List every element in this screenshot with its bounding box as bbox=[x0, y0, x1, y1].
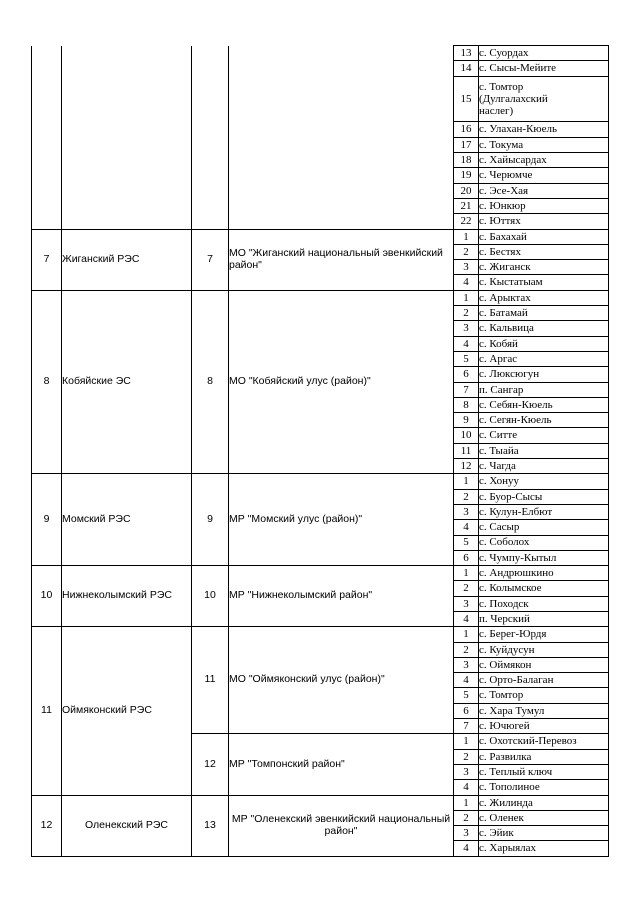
settlement-number: 3 bbox=[454, 826, 479, 841]
mo-number bbox=[192, 46, 229, 230]
settlement-name: с. Томтор bbox=[479, 688, 609, 703]
mo-number: 9 bbox=[192, 474, 229, 566]
table-row bbox=[32, 627, 609, 642]
res-name bbox=[62, 46, 192, 230]
settlements-table bbox=[31, 45, 609, 857]
settlement-number: 1 bbox=[454, 734, 479, 749]
settlement-name: с. Андрюшкино bbox=[479, 566, 609, 581]
group-number: 8 bbox=[32, 290, 62, 474]
settlement-number: 9 bbox=[454, 413, 479, 428]
settlement-number: 22 bbox=[454, 214, 479, 229]
settlement-number: 19 bbox=[454, 168, 479, 183]
settlement-name: с. Кыстатыам bbox=[479, 275, 609, 290]
settlement-number: 5 bbox=[454, 351, 479, 366]
table-row bbox=[32, 46, 609, 61]
settlement-number: 3 bbox=[454, 504, 479, 519]
res-name: Оленекский РЭС bbox=[62, 795, 192, 856]
settlement-name: с. Жиганск bbox=[479, 260, 609, 275]
settlement-name: с. Хонуу bbox=[479, 474, 609, 489]
group-number: 7 bbox=[32, 229, 62, 290]
settlement-name: с. Жилинда bbox=[479, 795, 609, 810]
settlement-name: с. Эйик bbox=[479, 826, 609, 841]
settlement-number: 4 bbox=[454, 780, 479, 795]
settlement-name bbox=[479, 76, 609, 122]
settlement-name: п. Сангар bbox=[479, 382, 609, 397]
settlement-number: 1 bbox=[454, 795, 479, 810]
settlement-number: 1 bbox=[454, 566, 479, 581]
settlement-name: с. Кобяй bbox=[479, 336, 609, 351]
settlement-name-line: наслег) bbox=[479, 105, 514, 118]
settlement-number: 3 bbox=[454, 596, 479, 611]
municipality-name: МР "Момский улус (район)" bbox=[229, 474, 454, 566]
settlement-number: 4 bbox=[454, 673, 479, 688]
settlement-name: с. Оленек bbox=[479, 810, 609, 825]
settlement-number: 7 bbox=[454, 382, 479, 397]
municipality-name: МО "Кобяйский улус (район)" bbox=[229, 290, 454, 474]
res-name: Нижнеколымский РЭС bbox=[62, 566, 192, 627]
settlement-name: с. Токума bbox=[479, 137, 609, 152]
settlement-number: 6 bbox=[454, 550, 479, 565]
municipality-name: МР "Оленекский эвенкийский национальный район" bbox=[229, 795, 454, 856]
res-name: Момский РЭС bbox=[62, 474, 192, 566]
municipality-name: МР "Томпонский район" bbox=[229, 734, 454, 795]
mo-number: 11 bbox=[192, 627, 229, 734]
settlement-name: с. Арыктах bbox=[479, 290, 609, 305]
settlement-number: 17 bbox=[454, 137, 479, 152]
table-row bbox=[32, 229, 609, 244]
settlement-number: 2 bbox=[454, 749, 479, 764]
settlement-name-line: (Дулгалахский bbox=[479, 92, 548, 105]
settlement-number: 1 bbox=[454, 229, 479, 244]
mo-number: 8 bbox=[192, 290, 229, 474]
settlement-number: 12 bbox=[454, 459, 479, 474]
group-number: 9 bbox=[32, 474, 62, 566]
settlement-name: с. Хайысардах bbox=[479, 153, 609, 168]
table-row bbox=[32, 795, 609, 810]
settlement-name: с. Берег-Юрдя bbox=[479, 627, 609, 642]
settlement-name: с. Люксюгун bbox=[479, 367, 609, 382]
settlement-number: 15 bbox=[454, 76, 479, 122]
settlement-number: 11 bbox=[454, 443, 479, 458]
settlement-name: с. Себян-Кюель bbox=[479, 397, 609, 412]
municipality-name: МО "Жиганский национальный эвенкийский район" bbox=[229, 229, 454, 290]
settlement-number: 1 bbox=[454, 474, 479, 489]
settlement-name: с. Развилка bbox=[479, 749, 609, 764]
settlement-name: с. Чагда bbox=[479, 459, 609, 474]
table-row bbox=[32, 566, 609, 581]
settlement-name: с. Буор-Сысы bbox=[479, 489, 609, 504]
settlement-name: с. Сегян-Кюель bbox=[479, 413, 609, 428]
settlement-name: с. Ситте bbox=[479, 428, 609, 443]
settlement-number: 20 bbox=[454, 183, 479, 198]
settlement-number: 4 bbox=[454, 275, 479, 290]
settlement-name: с. Эсе-Хая bbox=[479, 183, 609, 198]
group-number: 10 bbox=[32, 566, 62, 627]
settlement-number: 4 bbox=[454, 841, 479, 856]
settlement-number: 7 bbox=[454, 719, 479, 734]
mo-number: 12 bbox=[192, 734, 229, 795]
settlement-number: 1 bbox=[454, 627, 479, 642]
settlement-number: 2 bbox=[454, 306, 479, 321]
settlement-number: 2 bbox=[454, 489, 479, 504]
settlement-name: с. Кулун-Елбют bbox=[479, 504, 609, 519]
settlement-number: 4 bbox=[454, 336, 479, 351]
municipality-name: МР "Нижнеколымский район" bbox=[229, 566, 454, 627]
settlement-name: с. Соболох bbox=[479, 535, 609, 550]
res-name: Оймяконский РЭС bbox=[62, 627, 192, 795]
group-number bbox=[32, 46, 62, 230]
settlement-name: с. Батамай bbox=[479, 306, 609, 321]
settlement-name: с. Аргас bbox=[479, 351, 609, 366]
municipality-name: МО "Оймяконский улус (район)" bbox=[229, 627, 454, 734]
settlement-number: 2 bbox=[454, 642, 479, 657]
settlement-number: 5 bbox=[454, 688, 479, 703]
settlement-name: с. Юнкюр bbox=[479, 198, 609, 213]
table-row bbox=[32, 290, 609, 305]
settlement-number: 2 bbox=[454, 581, 479, 596]
settlement-number: 3 bbox=[454, 321, 479, 336]
mo-number: 7 bbox=[192, 229, 229, 290]
settlement-number: 3 bbox=[454, 764, 479, 779]
settlement-number: 3 bbox=[454, 657, 479, 672]
settlement-number: 2 bbox=[454, 810, 479, 825]
settlement-name: с. Тополиное bbox=[479, 780, 609, 795]
settlement-name: с. Ючюгей bbox=[479, 719, 609, 734]
res-name: Кобяйские ЭС bbox=[62, 290, 192, 474]
settlement-name: с. Походск bbox=[479, 596, 609, 611]
settlement-name: с. Сысы-Мейите bbox=[479, 61, 609, 76]
settlement-number: 14 bbox=[454, 61, 479, 76]
settlement-name: с. Юттях bbox=[479, 214, 609, 229]
settlement-name: с. Улахан-Кюель bbox=[479, 122, 609, 137]
settlement-number: 13 bbox=[454, 46, 479, 61]
mo-number: 10 bbox=[192, 566, 229, 627]
settlement-number: 4 bbox=[454, 520, 479, 535]
settlement-number: 6 bbox=[454, 367, 479, 382]
table-row bbox=[32, 474, 609, 489]
settlement-name: с. Орто-Балаган bbox=[479, 673, 609, 688]
settlement-number: 21 bbox=[454, 198, 479, 213]
settlement-number: 1 bbox=[454, 290, 479, 305]
municipality-name bbox=[229, 46, 454, 230]
settlement-name: с. Сасыр bbox=[479, 520, 609, 535]
settlement-name: с. Оймякон bbox=[479, 657, 609, 672]
settlement-name: с. Кальвица bbox=[479, 321, 609, 336]
settlement-number: 2 bbox=[454, 244, 479, 259]
res-name: Жиганский РЭС bbox=[62, 229, 192, 290]
settlement-name: с. Харыялах bbox=[479, 841, 609, 856]
settlement-name-line: с. Томтор bbox=[479, 80, 524, 93]
settlement-number: 6 bbox=[454, 703, 479, 718]
settlement-name: с. Охотский-Перевоз bbox=[479, 734, 609, 749]
settlement-number: 16 bbox=[454, 122, 479, 137]
settlement-name: с. Чумпу-Кытыл bbox=[479, 550, 609, 565]
settlement-name: с. Суордах bbox=[479, 46, 609, 61]
settlement-name: с. Бестях bbox=[479, 244, 609, 259]
settlement-name: с. Хара Тумул bbox=[479, 703, 609, 718]
settlement-name: с. Теплый ключ bbox=[479, 764, 609, 779]
settlement-number: 18 bbox=[454, 153, 479, 168]
mo-number: 13 bbox=[192, 795, 229, 856]
settlement-number: 4 bbox=[454, 611, 479, 626]
settlement-number: 8 bbox=[454, 397, 479, 412]
settlement-name: п. Черский bbox=[479, 611, 609, 626]
settlement-number: 3 bbox=[454, 260, 479, 275]
group-number: 11 bbox=[32, 627, 62, 795]
settlement-number: 10 bbox=[454, 428, 479, 443]
settlement-name: с. Бахахай bbox=[479, 229, 609, 244]
settlement-number: 5 bbox=[454, 535, 479, 550]
settlement-name: с. Куйдусун bbox=[479, 642, 609, 657]
settlement-name: с. Черюмче bbox=[479, 168, 609, 183]
settlement-name: с. Колымское bbox=[479, 581, 609, 596]
settlement-name: с. Тыайа bbox=[479, 443, 609, 458]
group-number: 12 bbox=[32, 795, 62, 856]
